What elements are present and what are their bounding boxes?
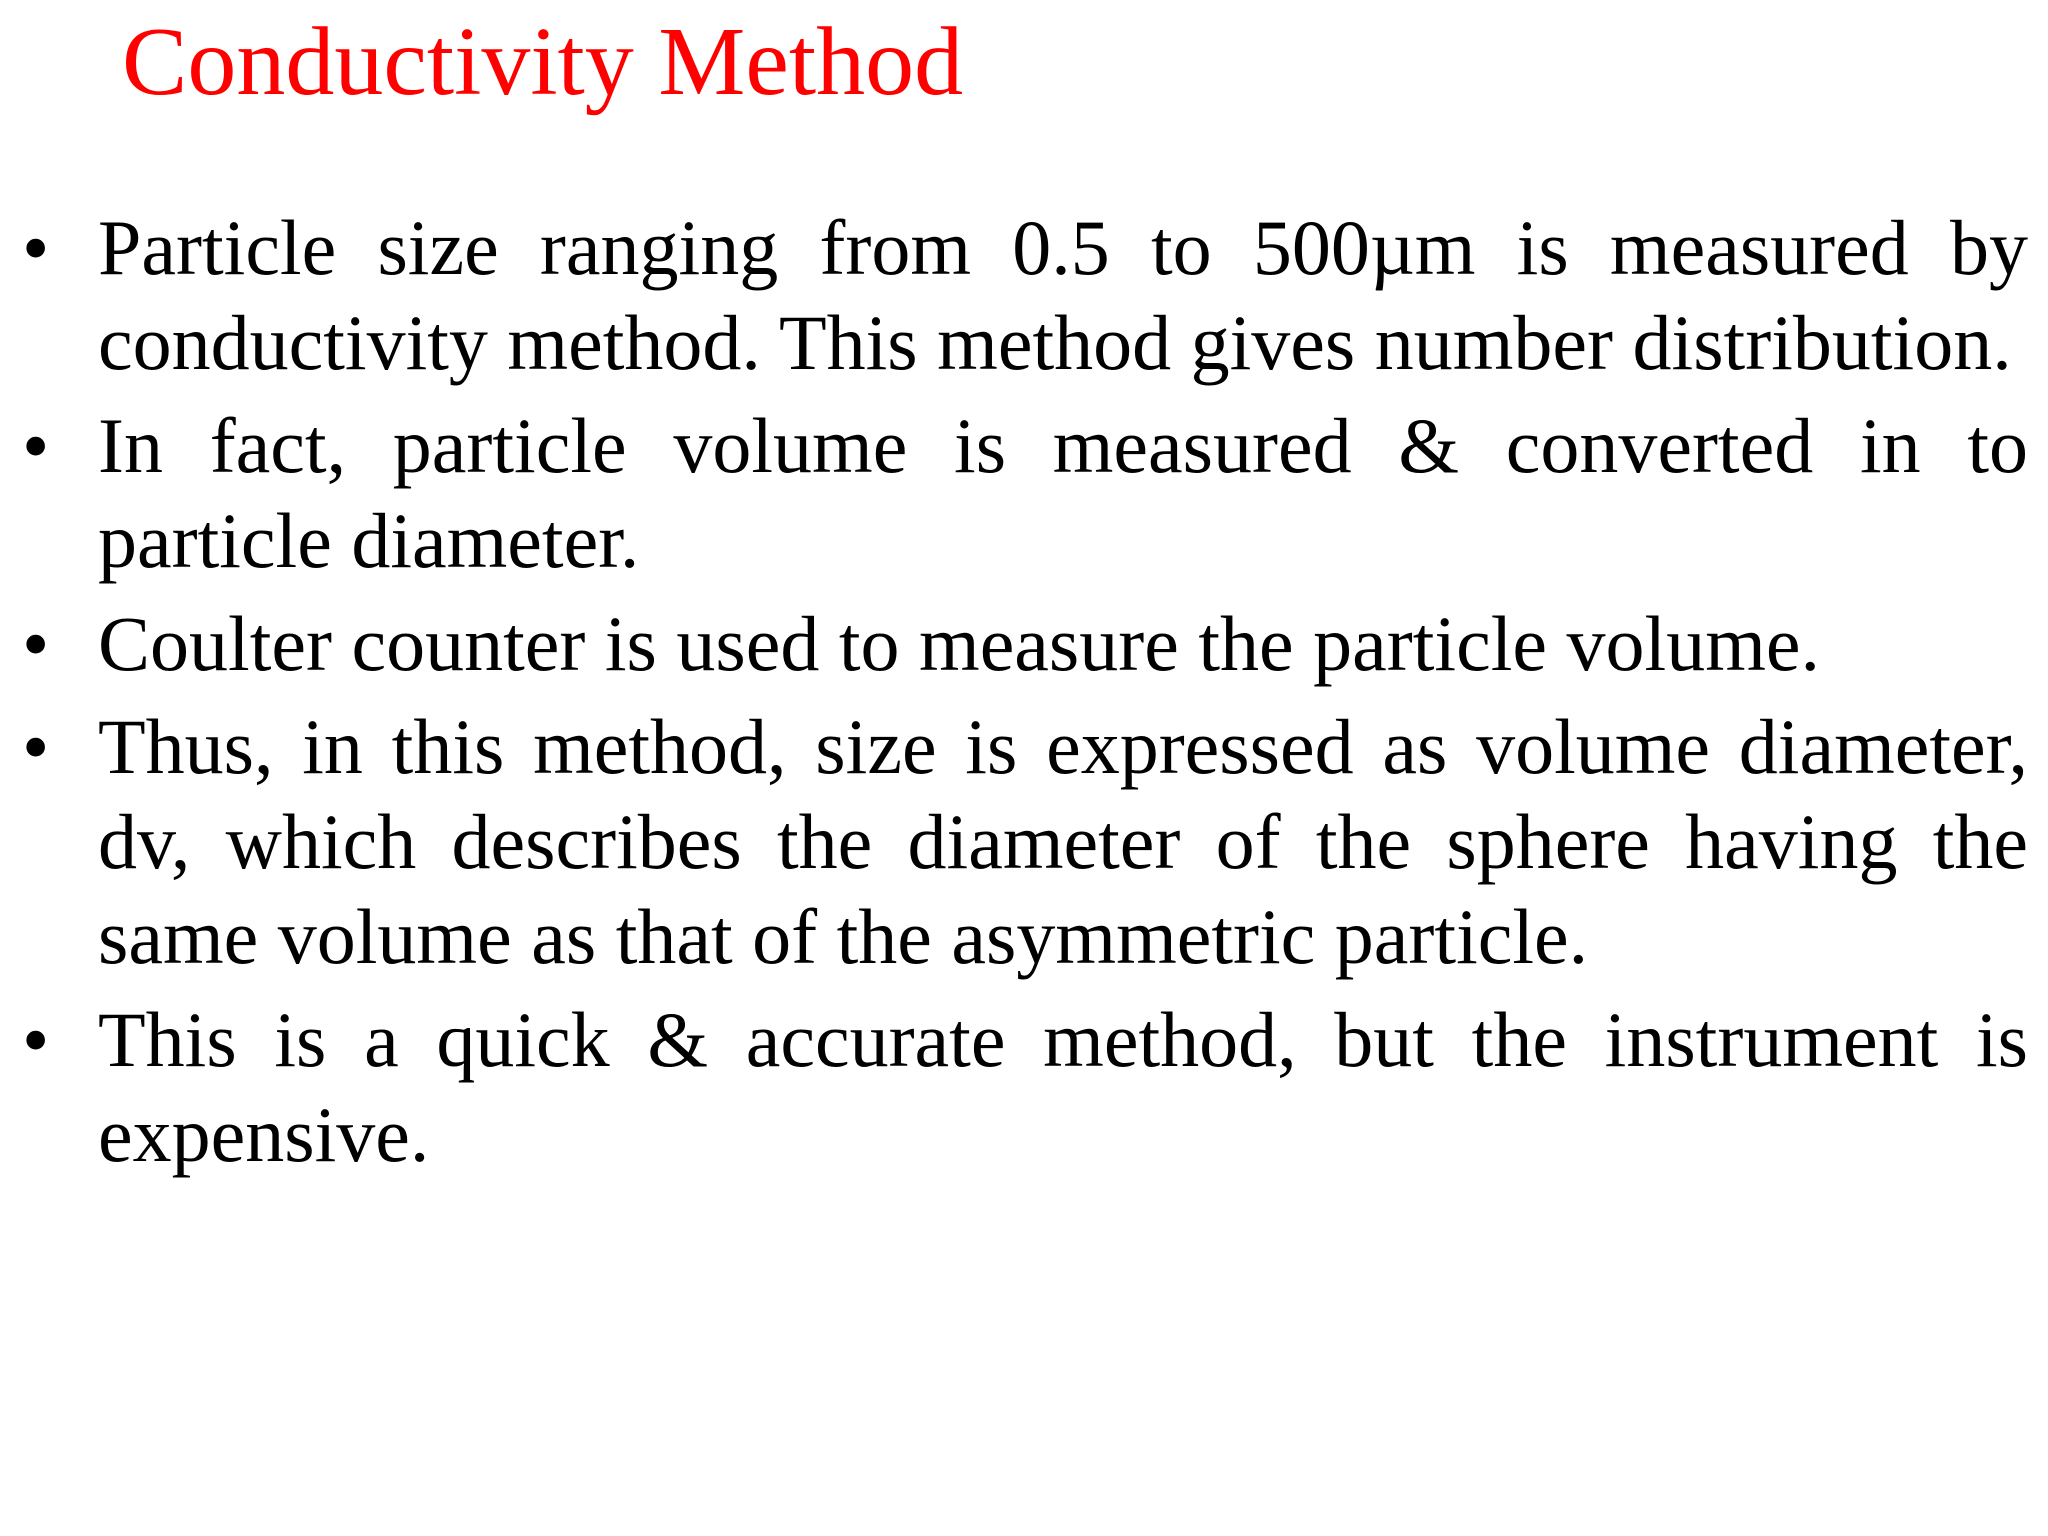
bullet-point-icon: •	[22, 996, 50, 1083]
list-item	[0, 596, 2028, 691]
bullet-text: Coulter counter is used to measure the particle volume.	[98, 600, 1820, 687]
list-item	[0, 398, 2028, 588]
list-item	[0, 200, 2028, 390]
list-item	[0, 992, 2028, 1182]
bullet-point-icon: •	[22, 600, 50, 687]
bullet-text: This is a quick & accurate method, but the instrument is expensive.	[98, 996, 2028, 1178]
bullet-point-icon: •	[22, 402, 50, 489]
bullet-point-icon: •	[22, 204, 50, 291]
bullet-point-icon: •	[22, 703, 50, 790]
bullet-text: Thus, in this method, size is expressed as volume diameter, dv, which describes the diameter of the sphere having the same volume as that of the asymmetric particle.	[98, 703, 2028, 980]
bullet-text: In fact, particle volume is measured & converted in to particle diameter.	[98, 402, 2028, 584]
slide-title: Conductivity Method	[122, 8, 964, 116]
bullet-list	[0, 200, 2028, 1190]
list-item	[0, 699, 2028, 984]
bullet-text: Particle size ranging from 0.5 to 500µm is measured by conductivity method. This method gives number distribution.	[98, 204, 2028, 386]
